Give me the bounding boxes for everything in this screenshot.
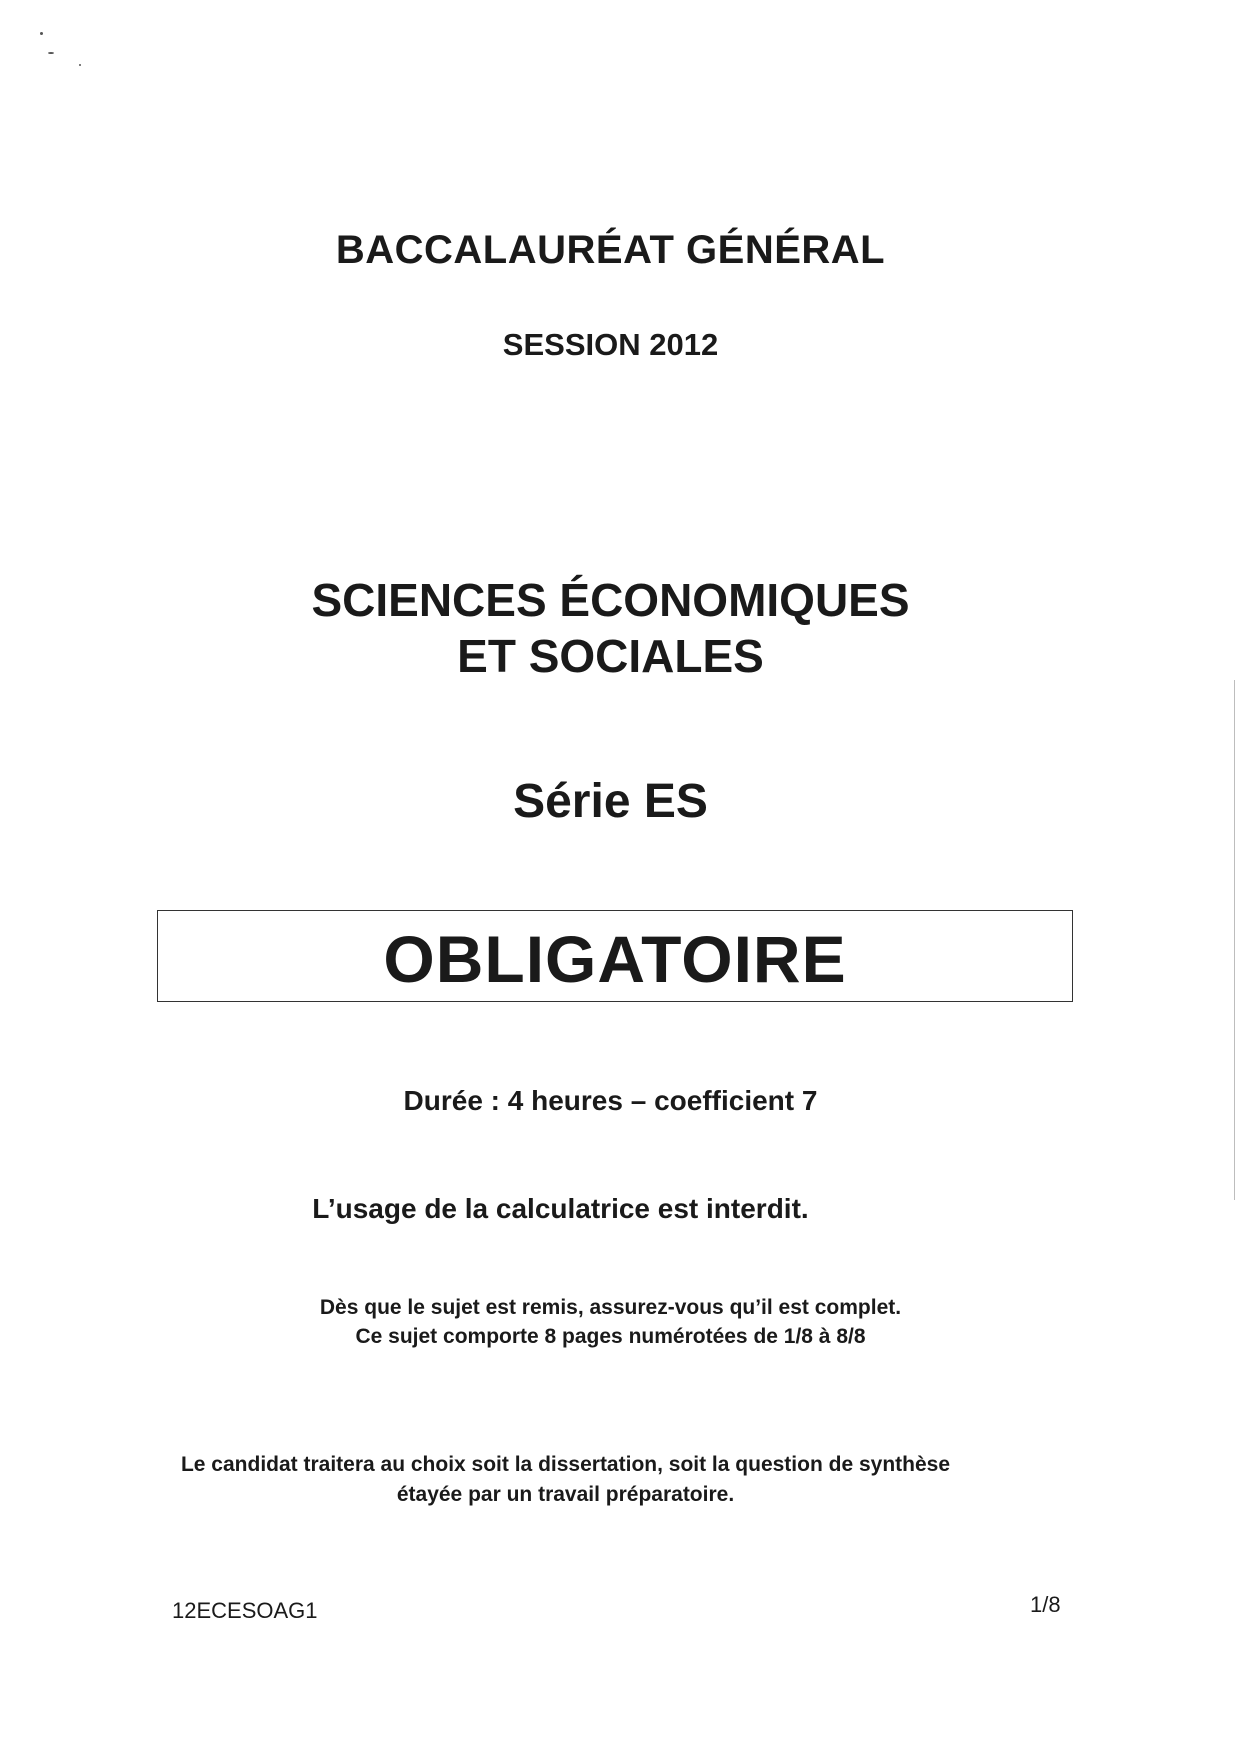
subject-title [0, 572, 1231, 684]
scan-speck [40, 32, 43, 35]
completeness-notice-line-2: Ce sujet comporte 8 pages numérotées de 1/8 à 8/8 [355, 1325, 866, 1348]
scan-speck [79, 64, 81, 66]
candidate-instructions-line-2: étayée par un travail préparatoire. [396, 1483, 735, 1506]
subject-title-line-1: SCIENCES ÉCONOMIQUES [311, 574, 910, 626]
exam-title: BACCALAURÉAT GÉNÉRAL [335, 228, 886, 272]
session-label: SESSION 2012 [502, 327, 719, 362]
candidate-instructions-line-1: Le candidat traitera au choix soit la dissertation, soit la question de synthèse [180, 1453, 951, 1476]
subject-title-line-2: ET SOCIALES [457, 630, 764, 682]
scan-speck [48, 52, 54, 54]
completeness-notice-line-1: Dès que le sujet est remis, assurez-vous qu’il est complet. [319, 1296, 902, 1319]
subject-code: 12ECESOAG1 [172, 1598, 318, 1623]
candidate-instructions [0, 1450, 1186, 1510]
scan-edge-line [1234, 680, 1235, 1200]
serie-label: Série ES [513, 775, 708, 828]
completeness-notice [0, 1293, 1231, 1351]
calculator-rule: L’usage de la calculatrice est interdit. [312, 1193, 809, 1224]
page-number: 1/8 [1030, 1592, 1061, 1617]
option-label: OBLIGATOIRE [383, 922, 847, 996]
duration-text: Durée : 4 heures – coefficient 7 [403, 1085, 818, 1116]
option-box [157, 910, 1073, 1002]
